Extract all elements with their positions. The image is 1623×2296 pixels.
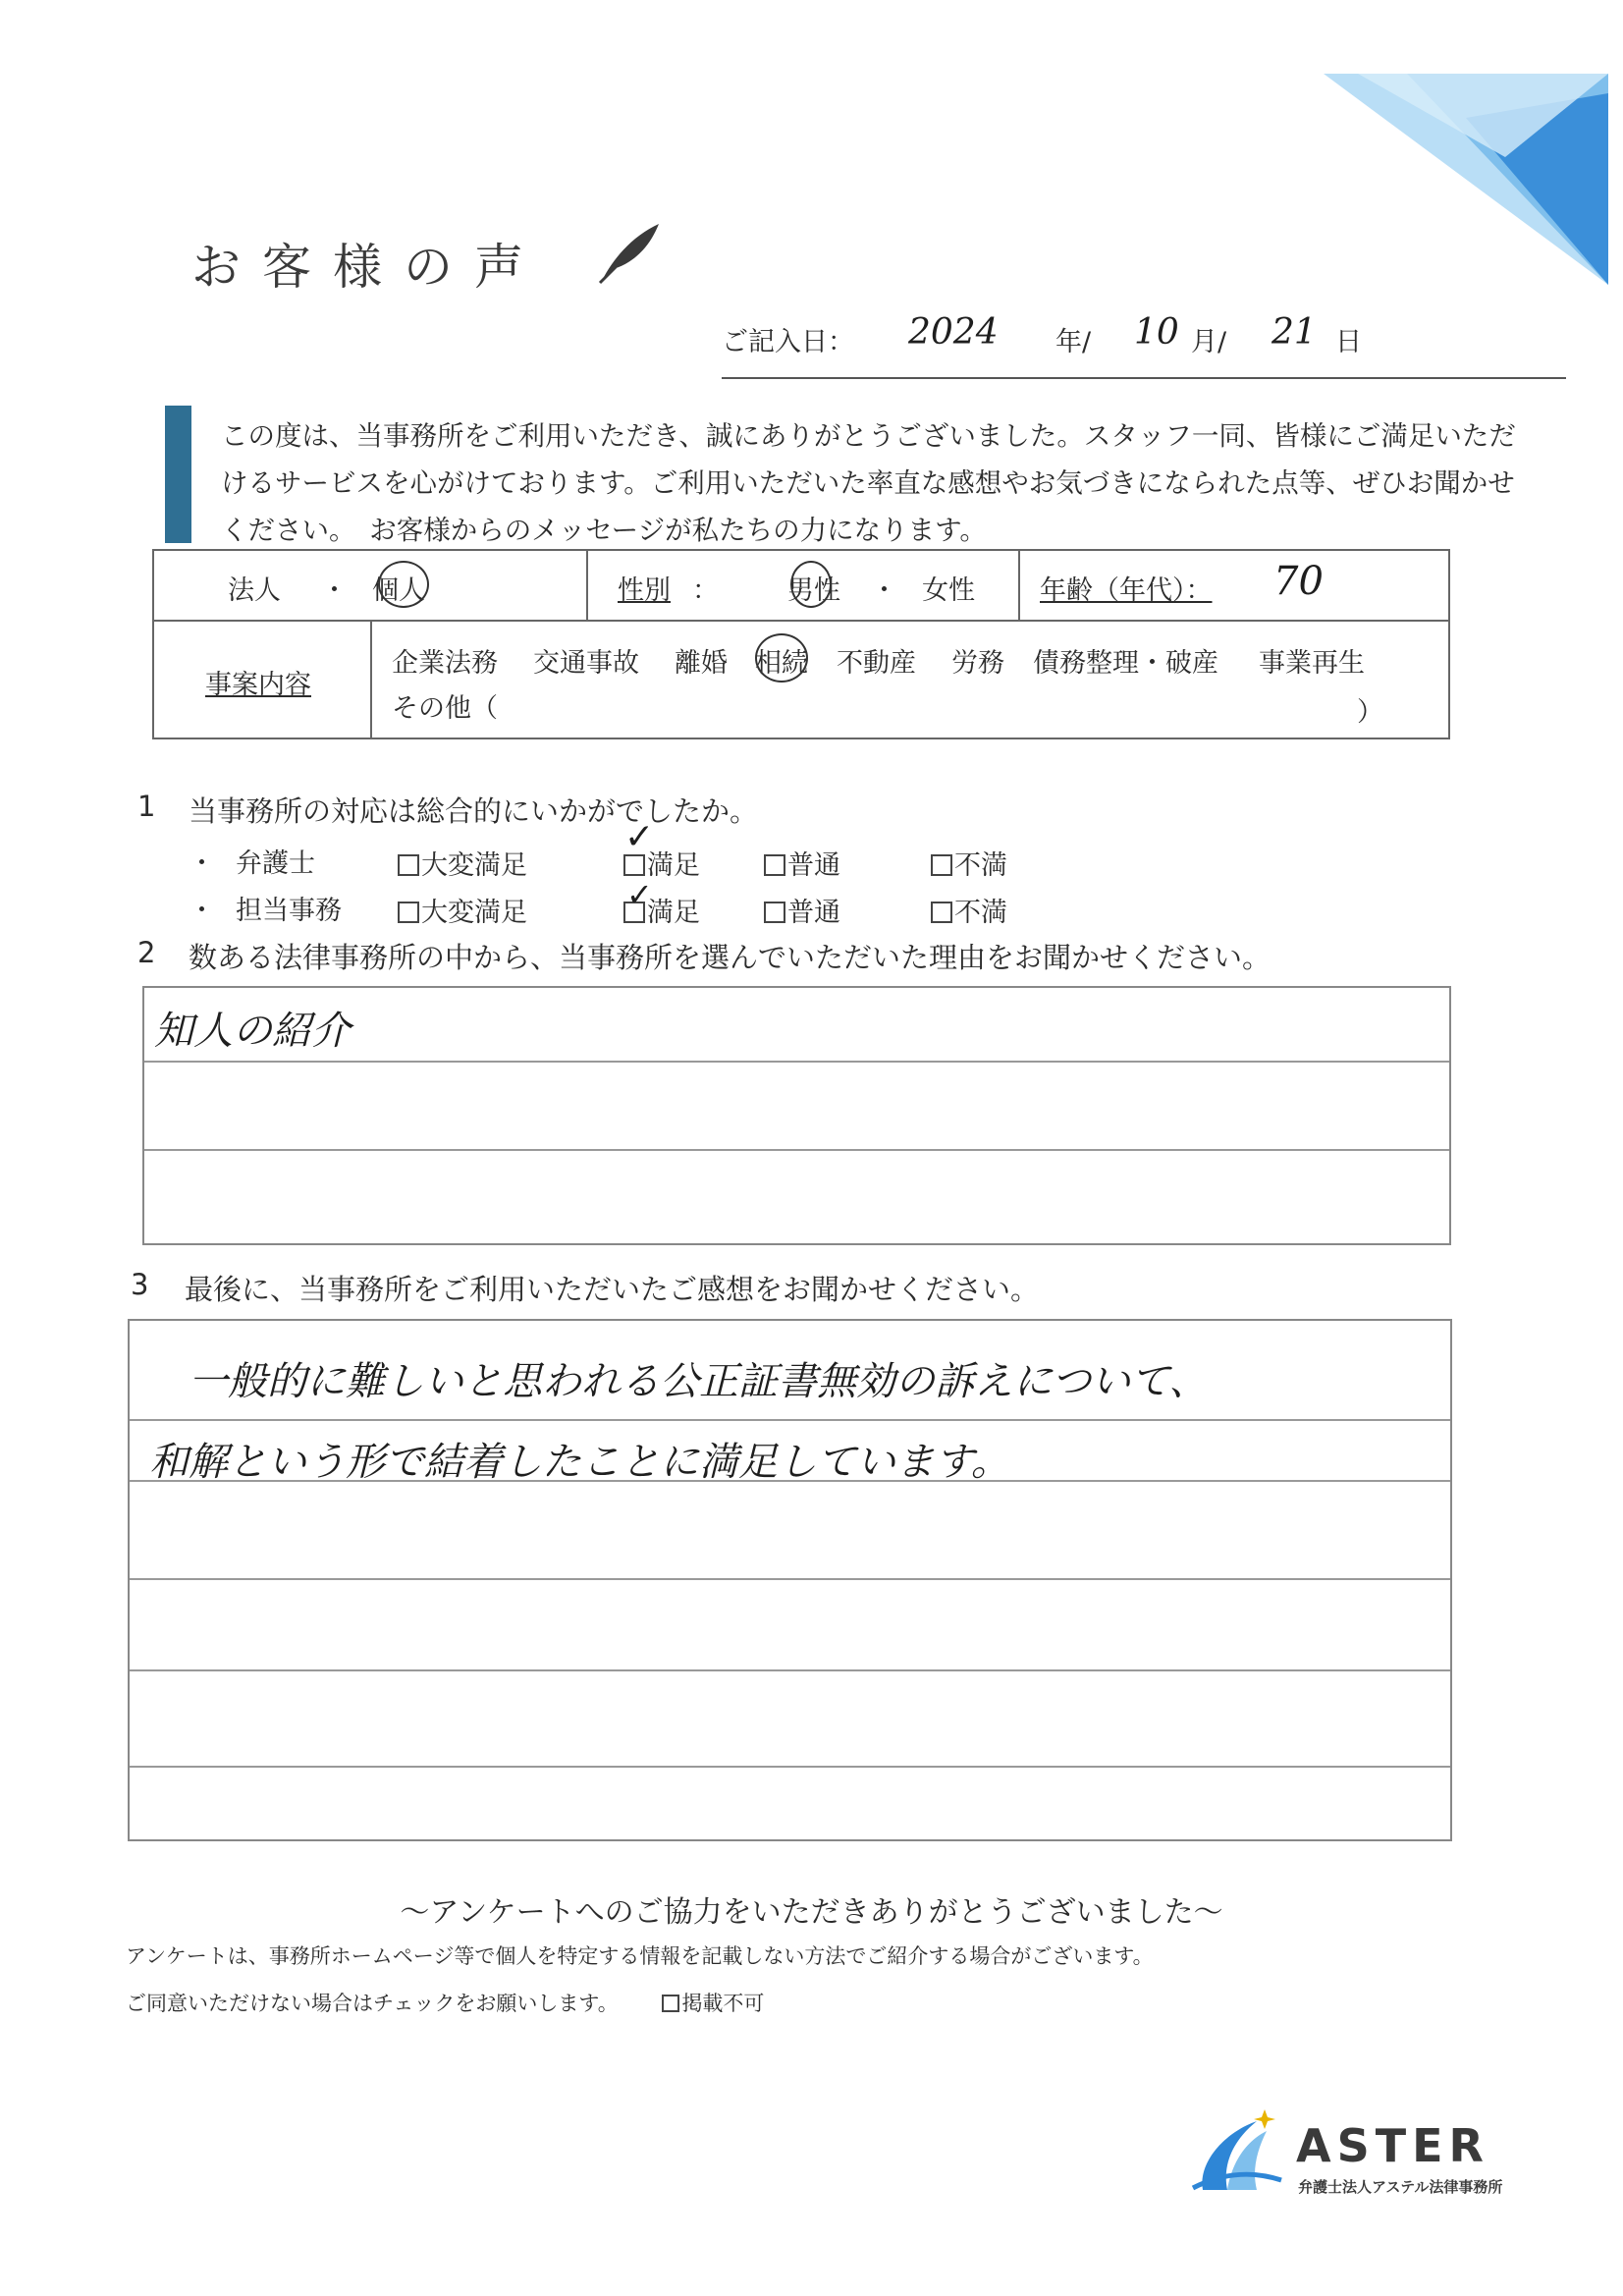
- q2-text: 数ある法律事務所の中から、当事務所を選んでいただいた理由をお聞かせください。: [189, 941, 1271, 974]
- gender-colon: ：: [692, 575, 719, 606]
- case-option: 離婚: [675, 648, 728, 679]
- q3-answer-line1: 一般的に難しいと思われる公正証書無効の訴えについて、: [189, 1359, 1209, 1404]
- q1-option: 不満: [931, 844, 1007, 882]
- checkbox-icon: [764, 902, 785, 923]
- checkbox-icon: [398, 902, 419, 923]
- case-option: 債務整理・破産: [1033, 648, 1218, 679]
- selected-circle: [755, 633, 808, 683]
- checkmark-icon: ✓: [626, 876, 653, 913]
- q1-number: 1: [137, 790, 156, 823]
- gender-option-female: 女性: [922, 575, 975, 606]
- info-table: [152, 549, 1450, 739]
- type-separator: ・: [321, 575, 348, 606]
- q1-option: 普通: [764, 844, 840, 882]
- case-option: 事業再生: [1259, 648, 1365, 679]
- corner-decoration: [1211, 0, 1623, 295]
- q1-bullet: ・: [189, 848, 215, 879]
- checkbox-icon: [931, 902, 952, 923]
- logo-subtitle: 弁護士法人アステル法律事務所: [1298, 2178, 1503, 2196]
- q1-option: 満足: [623, 844, 700, 882]
- gender-option-male: 男性: [787, 575, 840, 606]
- intro-accent-bar: [165, 406, 191, 543]
- selected-circle: [790, 561, 832, 608]
- case-other-label: その他（: [392, 693, 498, 724]
- q3-text: 最後に、当事務所をご利用いただいたご感想をお聞かせください。: [185, 1273, 1040, 1306]
- date-row: [722, 312, 1566, 379]
- logo-name: ASTER: [1296, 2119, 1489, 2172]
- gender-separator: ・: [871, 575, 897, 606]
- gender-label: 性別: [618, 575, 671, 606]
- aster-logo: [1188, 2102, 1512, 2200]
- q1-bullet: ・: [189, 896, 215, 926]
- case-option: 相続: [755, 648, 808, 679]
- no-publish-option[interactable]: 掲載不可: [662, 1992, 764, 2015]
- consent-note: [126, 1988, 764, 2017]
- q1-text: 当事務所の対応は総合的にいかがでしたか。: [189, 794, 759, 828]
- checkbox-icon: [623, 854, 645, 876]
- thanks-text: ～アンケートへのご協力をいただきありがとうございました～: [400, 1895, 1223, 1930]
- q2-number: 2: [137, 936, 156, 969]
- q1-option: 不満: [931, 891, 1007, 929]
- case-option: 交通事故: [533, 648, 639, 679]
- date-label: ご記入日：: [722, 327, 854, 357]
- date-year-unit: 年/: [1055, 327, 1092, 357]
- date-month-unit: 月/: [1191, 327, 1227, 357]
- q2-answer-box: [142, 986, 1451, 1245]
- age-label: 年齢（年代）：: [1040, 575, 1213, 606]
- q2-answer: 知人の紹介: [154, 1009, 351, 1054]
- date-month: 10: [1134, 312, 1179, 353]
- case-option: 不動産: [837, 648, 916, 679]
- date-day-unit: 日: [1335, 327, 1362, 357]
- type-label-corporate: 法人: [228, 575, 281, 606]
- aster-logo-icon: [1188, 2102, 1286, 2200]
- q3-answer-box: [128, 1319, 1452, 1841]
- date-day: 21: [1271, 312, 1317, 353]
- q1-option: 大変満足: [398, 891, 527, 929]
- checkbox-icon: [764, 854, 785, 876]
- publication-note: アンケートは、事務所ホームページ等で個人を特定する情報を記載しない方法でご紹介する場合がございます。: [126, 1944, 1154, 1968]
- quill-icon: [594, 218, 663, 287]
- case-label: 事案内容: [205, 670, 311, 700]
- intro-text: この度は、当事務所をご利用いただき、誠にありがとうございました。スタッフ一同、皆様にご満足いただけるサービスを心がけております。ご利用いただいた率直な感想やお気づきになられた点等、ぜひお聞かせください。 お客様からのメッセージが私たちの力になります。: [221, 420, 1516, 546]
- consent-text: ご同意いただけない場合はチェックをお願いします。: [126, 1992, 619, 2015]
- page-title: お客様の声: [191, 239, 545, 296]
- q3-number: 3: [131, 1268, 149, 1301]
- selected-circle: [378, 561, 429, 608]
- case-option: 労務: [951, 648, 1004, 679]
- checkbox-icon: [398, 854, 419, 876]
- q1-row-staff-label: 担当事務: [236, 896, 342, 926]
- type-option-individual: 個人: [372, 575, 425, 606]
- q1-option: 普通: [764, 891, 840, 929]
- case-other-close: ）: [1357, 697, 1383, 728]
- q1-option: 満足: [623, 891, 700, 929]
- q1-row-lawyer-label: 弁護士: [236, 848, 315, 879]
- checkmark-icon: ✓: [624, 817, 655, 857]
- date-year: 2024: [908, 312, 999, 353]
- age-value: 70: [1273, 559, 1324, 604]
- checkbox-icon: [931, 854, 952, 876]
- case-option: 企業法務: [392, 648, 498, 679]
- q3-answer-line2: 和解という形で結着したことに満足しています。: [149, 1440, 1010, 1485]
- checkbox-icon[interactable]: [662, 1995, 679, 2012]
- q1-option: 大変満足: [398, 844, 527, 882]
